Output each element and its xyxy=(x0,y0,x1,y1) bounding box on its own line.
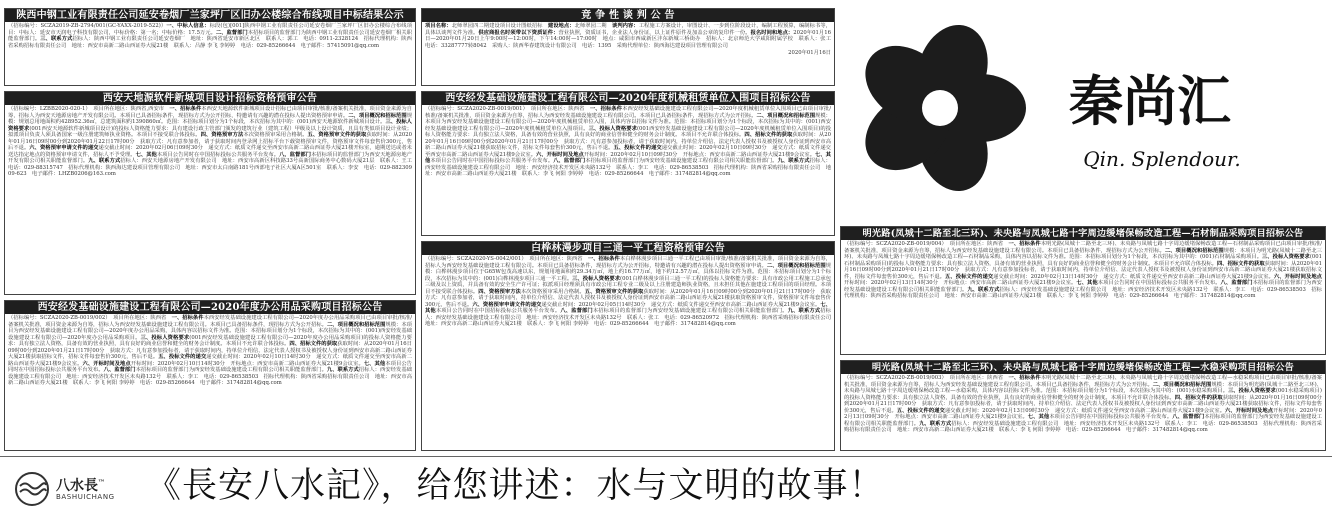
notice-text: （招标编号：SCZA2019-ZB-2794/001(GC-YAXX-2019-522)） xyxy=(8,23,167,29)
section-heading: 八、监督部门 xyxy=(279,151,311,158)
brand-name-en: BASHUICHANG xyxy=(56,493,115,501)
logo-text-cn: 秦尚汇 xyxy=(1069,69,1231,133)
section-heading: 四、招标文件的获取 xyxy=(289,341,338,348)
notice-text: 规模：本项目为明光路(凤城十二路至北三环)、未央路与凤城七路十字周边缓堵保畅改造工程—水稳采购，具体内容以招标文件为准。范围：本招标项目划分为1个标段，本次招标为其中的：(001)水稳采购项目。 xyxy=(844,381,1322,395)
notice-title: 西安天地源软件新城项目设计招标资格预审公告 xyxy=(5,92,415,105)
section-heading: 三、投标人资格要求 xyxy=(8,119,412,132)
notice-text: 本明光路(凤城十二路至北三环)、未央路与凤城七路十字周边缓堵保畅改造工程—水稳采购项目已由项目审批/核准/备案机关批准，项目资金来源为自筹，招标人为西安经发基础设施建设工程有限公司。本项目已具备招标条件，现招标方式为公开招标。 xyxy=(844,375,1322,388)
notice-text: 递交截止时间：2020年02月05日14时30分 递交方式：纸质文件递交至西安市高新二路山西证券大厦21楼9会议室。 xyxy=(541,301,821,308)
qin-splendour-logo xyxy=(840,8,1326,221)
section-heading: 九、联系方式 xyxy=(787,308,821,315)
notice-text: （招标编号：SCZA2020-ZB-0019/002） 项目所在地区：陕西省 xyxy=(8,315,172,321)
notice-text: 开标时间：2020年02月10日14时30分 开标地点：西安市高新二路山西证券大厦21楼9会议室。 xyxy=(130,360,364,367)
notice-text: （招标编号：SCZA2020-ZB-0019/003） 项目所在地区：陕西省 xyxy=(844,375,1009,381)
logo-text-en: Qin. Splendour. xyxy=(1083,147,1241,171)
notice-text: 本招标项目的监督部门为西安经发基础设施建设工程有限公司相关职能监督部门。 xyxy=(844,280,1322,293)
notice-date: 2020年01月16日 xyxy=(788,50,831,57)
section-heading: 供应商报名时须带以下资质证件： xyxy=(478,29,559,36)
notice-text: 本招标项目的监督部门为西安经发基础设施建设工程有限公司相关职能监督部门。 xyxy=(844,414,1322,427)
section-heading: 一、招标条件 xyxy=(171,315,204,321)
bashuichang-brand xyxy=(14,469,134,509)
notice-text: 获取时间：从2020年01月16日09时00分到2020年01月21日17时00分 获取方式：凡有意参加投标者，请于获取时间内，持单位介绍信、法定代表人授权书及被授权人身份证到西安市高新二路山西证券大厦21楼获取招标文件，招标文件每套售价300元，售后不退。 xyxy=(8,341,412,361)
section-heading: 八、监督部门 xyxy=(1172,414,1205,421)
section-heading: 三、投标人资格要求 xyxy=(1262,254,1310,261)
notice-body xyxy=(422,22,837,50)
section-heading: 一、招标条件 xyxy=(589,106,623,112)
section-heading: 七、其他 xyxy=(425,151,831,165)
notice-body xyxy=(422,105,834,179)
brand-name-cn: 八水長™ xyxy=(56,477,105,494)
section-heading: 五、资格预审文件的获取 xyxy=(307,132,367,139)
section-heading: 六、开标时间及地点 xyxy=(536,151,584,158)
qin-splendour-ad xyxy=(840,8,1326,221)
notice-mingguang-water-stable xyxy=(840,360,1326,451)
notice-text: 本西安经发基础设施建设工程有限公司—2020年度办公用品采购项目已由项目审批/核准/备案机关批准，项目资金来源为自筹，招标人为西安经发基础设施建设工程有限公司。本项目已具备招标条件，现招标方式为公开招标。 xyxy=(8,315,412,328)
section-heading: 五、资格预审文件的获取 xyxy=(584,288,644,295)
notice-office-supplies xyxy=(4,300,416,451)
section-heading: 一、招标条件 xyxy=(587,256,620,262)
section-heading: 二、监督部门 xyxy=(215,29,248,36)
section-heading: 一、中标人信息： xyxy=(166,23,210,29)
trademark-mark: ™ xyxy=(98,477,105,487)
section-heading: 五、投标文件的递交 xyxy=(158,354,207,361)
section-heading: 六、资格预审申请文件的递交 xyxy=(29,145,99,152)
notice-text: 获取时间：从2020年01月16日09时00分到2020年01月22日17时00分 获取方式：凡有意参加者，请于获取时间内登录网上招标平台下载资格预审文件，资格预审文件每套售价300元，售后不退。 xyxy=(8,132,412,152)
notice-text: 本项目公告同时在中国招标投标公共服务平台发布。 xyxy=(430,158,554,165)
notice-text: 递交截止时间：2020年02月13日09时30分 递交方式：纸质文件递交至西安市高新二路山西证券大厦21楼9会议室。 xyxy=(944,407,1226,414)
section-heading: 六、开标时间及地点 xyxy=(1225,407,1274,414)
flower-petal-icon xyxy=(850,16,1026,201)
notice-text: 北师翠园二期 xyxy=(574,23,612,29)
notice-text: 本白桦林漫步项目三通一平工程已由项目审批/核准/备案机关批准，项目资金来源为自筹，招标人为西安经发基础设施建设工程有限公司。本项目已具备招标条件，现招标方式为公开招标，特邀请有兴趣的潜在投标人提出资格预审申请。 xyxy=(425,256,831,269)
section-heading: 四、资格预审方法 xyxy=(478,288,521,295)
notice-text: 本项目公告同时在中国招标投标公共服务平台发布。 xyxy=(156,151,280,158)
section-heading: 五、投标文件的递交 xyxy=(896,407,945,414)
notice-text: 规模：本项目为西安经发基础设施建设工程有限公司—2020年度机械租赁单位入围，具体内容以招标文件为准。范围：本招标项目划分为1个标段，本次招标为其中的：(001)西安经发基础设施建设工程有限公司—2020年度机械租赁单位入围项目。 xyxy=(425,112,831,132)
notice-body xyxy=(841,240,1325,301)
notice-body xyxy=(422,255,837,329)
notice-body xyxy=(5,22,415,50)
notice-text: 2020年01月16日—2020年01月20日上午9:00时—12:00时，下午14:00时—17:00时 地点：咸阳市西咸新区沣东新城三桥街办 招标人：北京师范大学咸阳附属学校 联系人：张工 电话：33287777转8042 采购人：陕西华春建筑设计有限公司 电话：1395 采购代理单位：陕西海达建设项目管理有限公司 xyxy=(425,29,837,49)
section-heading: 三、联系方式 xyxy=(40,36,73,43)
section-heading: 五、投标文件的递交 xyxy=(613,145,662,152)
notice-yanan-cigarette-result xyxy=(4,8,416,86)
notice-title: 竞 争 性 谈 判 公 告 xyxy=(422,9,834,22)
notice-text: 获取时间：从2020年01月16日09时00分到2020年01月21日17时00分 获取方式：凡有意参加投标者，请于获取时间内，持单位介绍信、法定代表人授权书及被授权人身份证到西安市高新二路山西证券大厦21楼获取招标文件，招标文件每套售价300元，售后不退。 xyxy=(844,260,1322,280)
notice-text: 招标人：西安经发基础设施建设工程有限公司 地址：西安经济技术开发区未央路132号 联系人：李工 电话：029-86538503 招标代理机构：陕西省采购招标有限责任公司 地址：西安市高新二路山西证券大厦21楼 联系人：李飞 何阳 李婷婷 电话：029-85266644 电子邮件：317482814@qq.com xyxy=(425,158,831,178)
notice-text: 获取时间：从2020年01月16日09时00分到2020年01月21日17时00分 获取方式：凡有意参加投标者，请于获取时间内，持单位介绍信、法定代表人授权书及被授权人身份证到西安市高新二路山西证券大厦21楼获取招标文件，招标文件每套售价300元，售后不退。 xyxy=(844,394,1322,414)
notice-text: (001石材制品采购项目)的投标人资格能力要求：具有独立法人资格，具备有效的营业执照，具有良好的商业信誉和健全的财务会计制度。本项目不允许联合体投标。 xyxy=(844,254,1322,267)
notice-body xyxy=(5,314,415,388)
notice-text: 本项目公告同时在中国招标投标公共服务平台发布。 xyxy=(1097,280,1221,287)
section-heading: 一、招标条件 xyxy=(1008,375,1041,381)
notice-text: 工程施工方案设计，审图设计、一步到位阶段设计，编制工程预算，编制标书等，具体以谈判文件为准。 xyxy=(425,23,831,36)
notice-text: 标段(包)[001]陕西中钢工业有限责任公司延安卷烟厂兰家坪厂区旧办公楼综合布线项目：中标人：延安市天润电子科技有限公司，中标价格：第一名；中标价格：17.5万元。 xyxy=(8,23,412,36)
notice-text: 招标人：西安经发基础设施建设工程有限公司 地址：西安经济技术开发区未央路132号 联系人：张工 电话：029-86520972 招标代理机构：陕西省采购招标有限责任公司 地址：西安市高新二路山西证券大厦21楼 联系人：李飞 何阳 李婷婷 电话：029-85266644 电子邮件：317482814@qq.com xyxy=(425,308,837,328)
section-heading: 九、联系方式 xyxy=(88,158,121,165)
section-heading: 九、联系方式 xyxy=(777,158,810,165)
section-heading: 建设地点： xyxy=(547,23,575,29)
notice-text: (001西安经发基础设施建设工程有限公司—2020年度办公用品采购项目)的投标人资格能力要求：具有独立法人资格，具备有效的营业执照，具有良好的商业信誉和健全的财务会计制度。本项目不允许联合体投标。 xyxy=(8,334,412,348)
notice-text: （招标编号：SCZA2020-ZB-0019/004） 项目所在地区：陕西省 xyxy=(844,241,1009,247)
notice-text: 本项目公告同时在中国招标投标公共服务平台发布。 xyxy=(8,360,412,374)
notice-text: 本次资格预审采用合格制。 xyxy=(520,288,585,295)
section-heading: 八、监督部门 xyxy=(553,158,586,165)
section-heading: 报名时间和地点： xyxy=(750,29,794,36)
section-heading: 六、开标时间及地点 xyxy=(1273,273,1322,280)
notice-tiandiyuan-design xyxy=(4,91,416,295)
notice-text: 本项目公告同时在中国招标投标公共服务平台发布。 xyxy=(1049,414,1173,421)
notice-text: 本明光路(凤城十二路至北三环)、未央路与凤城七路十字周边缓堵保畅改造工程—石材制品采购项目已由项目审批/核准/备案机关批准，项目资金来源为自筹，招标人为西安经发基础设施建设工程有限公司。本项目已具备招标条件，现招标方式为公开招标。 xyxy=(844,241,1322,254)
section-heading: 二、项目概况和招标范围 xyxy=(756,112,816,119)
section-heading: 七、其他 xyxy=(135,151,157,158)
notice-body xyxy=(5,105,418,179)
notice-text: 规模：本项目为西安经发基础设施建设工程有限公司—2020年度办公用品采购，具体内容以招标文件为准。范围：本招标项目划分为1个标段，本次招标为其中的：(001)西安经发基础设施建设工程有限公司—2020年度办公用品采购项目。 xyxy=(8,321,412,341)
flower-center xyxy=(922,90,958,126)
notice-title: 明光路(凤城十二路至北三环)、未央路与凤城七路十字周边缓堵保畅改造工程—石材制品采购项目招标公告 xyxy=(841,227,1325,240)
banner-slogan: 《長安八水記》，给您讲述：水与文明的故事！ xyxy=(146,466,885,506)
section-heading: 三、投标人资格要求 xyxy=(140,334,190,341)
notice-text: 获取时间：从2020年01月16日09时00分到2020年01月21日17时00分 获取方式：凡有意参加投标者，请于获取时间内，持单位介绍信、法定代表人授权书及被授权人身份证到西安市高新二路山西证券大厦21楼获取招标文件，招标文件每套售价300元，售后不退。 xyxy=(425,132,831,152)
notice-text: (001水稳采购项目)的投标人资格能力要求：具有独立法人资格，具备有效的营业执照，具有良好的商业信誉和健全的财务会计制度。本项目不允许联合体投标。 xyxy=(844,388,1322,401)
section-heading: 三、投标人资格要求 xyxy=(572,275,621,282)
section-heading: 七、其他 xyxy=(1076,280,1098,287)
notice-text: 本项目公告同时在中国招标投标公共服务平台发布。 xyxy=(435,308,561,315)
section-heading: 八、监督部门 xyxy=(1220,280,1253,287)
bashuichang-banner xyxy=(0,456,1332,517)
section-heading: 二、项目概况和招标范围 xyxy=(1164,247,1224,254)
notice-text: (001西安经发基础设施建设工程有限公司—2020年度机械租赁单位入围项目)的投标人资格能力要求：具有独立法人资格，具备有效的营业执照，具有良好的商业信誉和健全的财务会计制度。本项目不允许联合体投标。 xyxy=(425,125,831,139)
wave-seal-icon xyxy=(14,471,50,507)
notice-mingguang-stone xyxy=(840,226,1326,355)
section-heading: 四、招标文件的获取 xyxy=(1216,260,1265,267)
section-heading: 七、其他 xyxy=(1027,414,1050,421)
notice-text: 本西安经发基础设施建设工程有限公司—2020年度机械租赁单位入围项目已由项目审批/核准/备案机关批准，项目资金来源为自筹，招标人为西安经发基础设施建设工程有限公司。本项目已具备招标条件，现招标方式为公开招标。 xyxy=(425,106,831,119)
notice-title: 明光路(凤城十二路至北三环)、未央路与凤城七路十字周边缓堵保畅改造工程—水稳采购项目招标公告 xyxy=(841,361,1325,374)
notice-text: 招标人：西安天地源房地产开发有限公司 地址：西安市高新区科技路33号高新国际商务中心数码大厦21层 联系人：王工 电话：029-88315747 招标代理机构：陕西海达建设项目管理有限公司 地址：西安市太白南路181号西部电子社区大厦A区501室 联系人：李安 电话：029-88230909-623 电子邮件：LHZB0206@163.com xyxy=(8,158,418,178)
notice-text: 本次资格预审采用合格制。 xyxy=(243,132,308,139)
notice-text: 本招标项目的监督部门为西安经发基础设施建设工程有限公司相关职能监督部门。 xyxy=(135,367,327,374)
section-heading: 谈判内容： xyxy=(612,23,639,29)
section-heading: 九、联系方式 xyxy=(326,367,359,374)
section-heading: 六、开标时间及地点 xyxy=(82,360,131,367)
notice-text: 规模：白桦林漫步项目位于G65W包茂高速以东，规划用地面积约29.34万㎡，地上约16.77万㎡，地下约12.57万㎡，具体以招标文件为准。范围：本招标项目划分为1个标段，本次招标为其中的：(001)白桦林漫步项目三通一平工程。 xyxy=(425,262,831,282)
notice-body xyxy=(841,374,1325,435)
notice-text: 开标时间：2020年02月13日09时30分 开标地点：西安市高新二路山西证券大厦21楼9会议室。 xyxy=(844,407,1322,421)
section-heading: 七、其他 xyxy=(363,360,386,367)
notice-text: 本招标项目的监督部门为西安经发基础设施建设工程有限公司相关职能监督部门。 xyxy=(592,308,788,315)
notice-text: 本招标项目的监督部门为西安天地源房地产开发有限公司相关职能监督部门。 xyxy=(8,151,412,165)
section-heading: 二、项目概况和招标范围 xyxy=(1152,381,1212,388)
section-heading: 二、项目概况和招标范围 xyxy=(348,112,407,119)
section-heading: 一、招标条件 xyxy=(169,106,202,112)
notice-title: 西安经发基础设施建设工程有限公司—2020年度机械租赁单位入围项目招标公告 xyxy=(422,92,834,105)
section-heading: 七、其他 xyxy=(425,301,831,315)
section-heading: 项目名称： xyxy=(425,23,452,29)
section-heading: 九、联系方式 xyxy=(967,286,1000,293)
notice-title: 白桦林漫步项目三通一平工程资格预审公告 xyxy=(422,242,834,255)
notice-text: （招标编号：SCZA2020-ZB-0019/001） 项目所在地区：陕西省 xyxy=(425,106,590,112)
section-heading: 四、资格预审方法 xyxy=(200,132,244,139)
section-heading: 六、资格预审申请文件的递交 xyxy=(472,301,542,308)
notice-text: 招标人：西安经发基础设施建设工程有限公司 地址：西安经济技术开发区未央路132号 联系人：李工 电话：029-86538503 招标代理机构：陕西省采购招标有限责任公司 地址：西安市高新二路山西证券大厦21楼 联系人：李飞 何阳 李婷婷 电话：029-85266644 电子邮件：317482814@qq.com xyxy=(8,367,412,387)
section-heading: 二、项目概况和招标范围 xyxy=(326,321,386,328)
section-heading: 二、项目概况和招标范围 xyxy=(766,262,826,269)
notice-machinery-leasing xyxy=(421,91,835,236)
notice-text: 本西安天地源软件新城项目设计招标已由项目审批/核准/备案机关批准，项目资金来源为自筹，招标人为西安天地源房地产开发有限公司。本项目已具备招标条件，现招标方式为公开招标，特邀请有兴趣的潜在投标人提出资格预审申请。 xyxy=(8,106,412,119)
section-heading: 八、监督部门 xyxy=(560,308,593,315)
notice-text: (001白桦林漫步项目三通一平工程)的投标人资格能力要求：具有市政公用工程施工总承包三级及以上资质，并具备有效的安全生产许可证；拟派项目经理须具有市政公用工程专业二级及以上注册建造师执业资格，且未担任其他在施建设工程项目的项目经理。本项目不接受联合体投标。 xyxy=(425,275,831,295)
notice-text: 开标时间：2020年02月13日14时30分 开标地点：西安市高新二路山西证券大厦21楼9会议室。 xyxy=(844,280,1077,287)
notice-text: 本招标项目的监督部门为陕西中钢工业有限责任公司延安卷烟厂相关职能监督部门。 xyxy=(8,29,412,43)
notice-text: （招标编号：LZBB2020-020-1） 项目所在地区：陕西省,西安市 xyxy=(8,106,170,112)
notice-text: 规模：规划总用地面积约428952.36㎡，总建筑面积约1390860㎡。范围：本招标项目划分为1个标段，本次招标为其中的：(001)西安天地源软件新城项目设计。 xyxy=(8,112,412,126)
notice-text: （招标编号：SCZA2020-YS-0042/001） 项目所在地区：陕西省 xyxy=(425,256,588,262)
section-heading: 四、招标文件的获取 xyxy=(744,132,793,139)
section-heading: 一、招标条件 xyxy=(1008,241,1041,247)
notice-text: 北师翠园四二期建设项目设计图纸招标 xyxy=(451,23,548,29)
notice-competitive-negotiation xyxy=(421,8,835,86)
notice-text: 招标人：陕西中钢工业有限责任公司延安卷烟厂 地址：陕西省延安市新区北区 联系人：郭工 电话：0911-2328124 招标代理机构：陕西省采购招标有限责任公司 地址：西安市高新二路山西证券大厦21楼 联系人：吕静 李飞 李婷婷 电话：029-85266644 电子邮件：57415091@qq.com xyxy=(8,36,412,49)
section-heading: 三、投标人资格要求 xyxy=(1228,388,1276,395)
section-heading: 三、投标人资格要求 xyxy=(588,125,637,132)
notice-text: 递交截止时间：2020年02月10日14时30分 递交方式：纸质文件递交至西安市高新二路山西证券大厦21楼9会议室。 xyxy=(8,354,412,367)
notice-text: 获取时间：从2020年01月16日09时00分到2020年01月21日17时00分 获取方式：凡有意参加者，请于获取时间内，持单位介绍信、法定代表人授权书及被授权人身份证到西安市高新二路山西证券大厦21楼获取资格预审文件，资格预审文件每套售价300元，售后不退。 xyxy=(425,288,831,308)
notice-text: 递交截止时间：2020年02月10日09时30分 递交方式：纸质文件递交至西安市高新二路山西证券大厦21楼9会议室。 xyxy=(425,145,831,158)
section-heading: 九、联系方式 xyxy=(919,420,952,427)
notice-text: 营业执照，资质证书，企业法人身份证，以上证件原件及加盖公章的复印件一份。 xyxy=(558,29,751,36)
notice-text: 本招标项目的监督部门为西安经发基础设施建设工程有限公司相关职能监督部门。 xyxy=(585,158,778,165)
notice-text: 递交截止时间：2020年02月06日09时30分 递交方式：纸质文件递交至西安市高新二路山西证券大厦21楼开标室，逾期送达或者未送达指定地点的资格预审申请文件，招标人不予受理。 xyxy=(8,145,412,158)
notice-text: 递交截止时间：2020年02月13日14时30分 递交方式：纸质文件递交至西安市高新二路山西证券大厦21楼9会议室。 xyxy=(993,273,1274,280)
section-heading: 八、监督部门 xyxy=(103,367,136,374)
notice-title: 陕西中钢工业有限责任公司延安卷烟厂兰家坪厂区旧办公楼综合布线项目中标结果公示 xyxy=(5,9,415,22)
notice-birch-forest-prequal xyxy=(421,241,835,451)
section-heading: 四、招标文件的获取 xyxy=(1174,394,1223,401)
notice-text: 招标人：西安经发基础设施建设工程有限公司 地址：西安经济技术开发区未央路132号 联系人：李工 电话：029-86538503 招标代理机构：陕西省采购招标有限责任公司 地址：西安市高新二路山西证券大厦21楼 联系人：李飞 何阳 李婷婷 电话：029-85266644 电子邮件：317482814@qq.com xyxy=(844,420,1322,434)
notice-text: 招标人：西安经发基础设施建设工程有限公司 地址：西安经济技术开发区未央路132号 联系人：李工 电话：029-86538503 招标代理机构：陕西省采购招标有限责任公司 地址：西安市高新二路山西证券大厦21楼 联系人：李飞 何阳 李婷婷 电话：029-85266644 电子邮件：317482814@qq.com xyxy=(844,286,1322,300)
notice-text: 规模：本项目为明光路(凤城十二路至北三环)、未央路与凤城七路十字周边缓堵保畅改造工程—石材制品采购，具体内容以招标文件为准。范围：本招标项目划分为1个标段，本次招标为其中的：(001)石材制品采购项目。 xyxy=(844,247,1322,261)
notice-title: 西安经发基础设施建设工程有限公司—2020年度办公用品采购项目招标公告 xyxy=(5,301,415,314)
notice-text: (001西安天地源软件新城项目设计)的投标人资格能力要求：具有建设行政主管部门颁发的建筑行业（建筑工程）甲级及以上设计资质，且具有类似项目设计业绩；拟派项目负责人须具备国家一级注册建筑师执业资格。本项目不接受联合体投标。 xyxy=(8,125,412,139)
section-heading: 五、投标文件的递交 xyxy=(945,273,994,280)
notice-text: 开标时间：2020年02月10日09时30分 开标地点：西安市高新二路山西证券大厦21楼9会议室。 xyxy=(583,151,816,158)
